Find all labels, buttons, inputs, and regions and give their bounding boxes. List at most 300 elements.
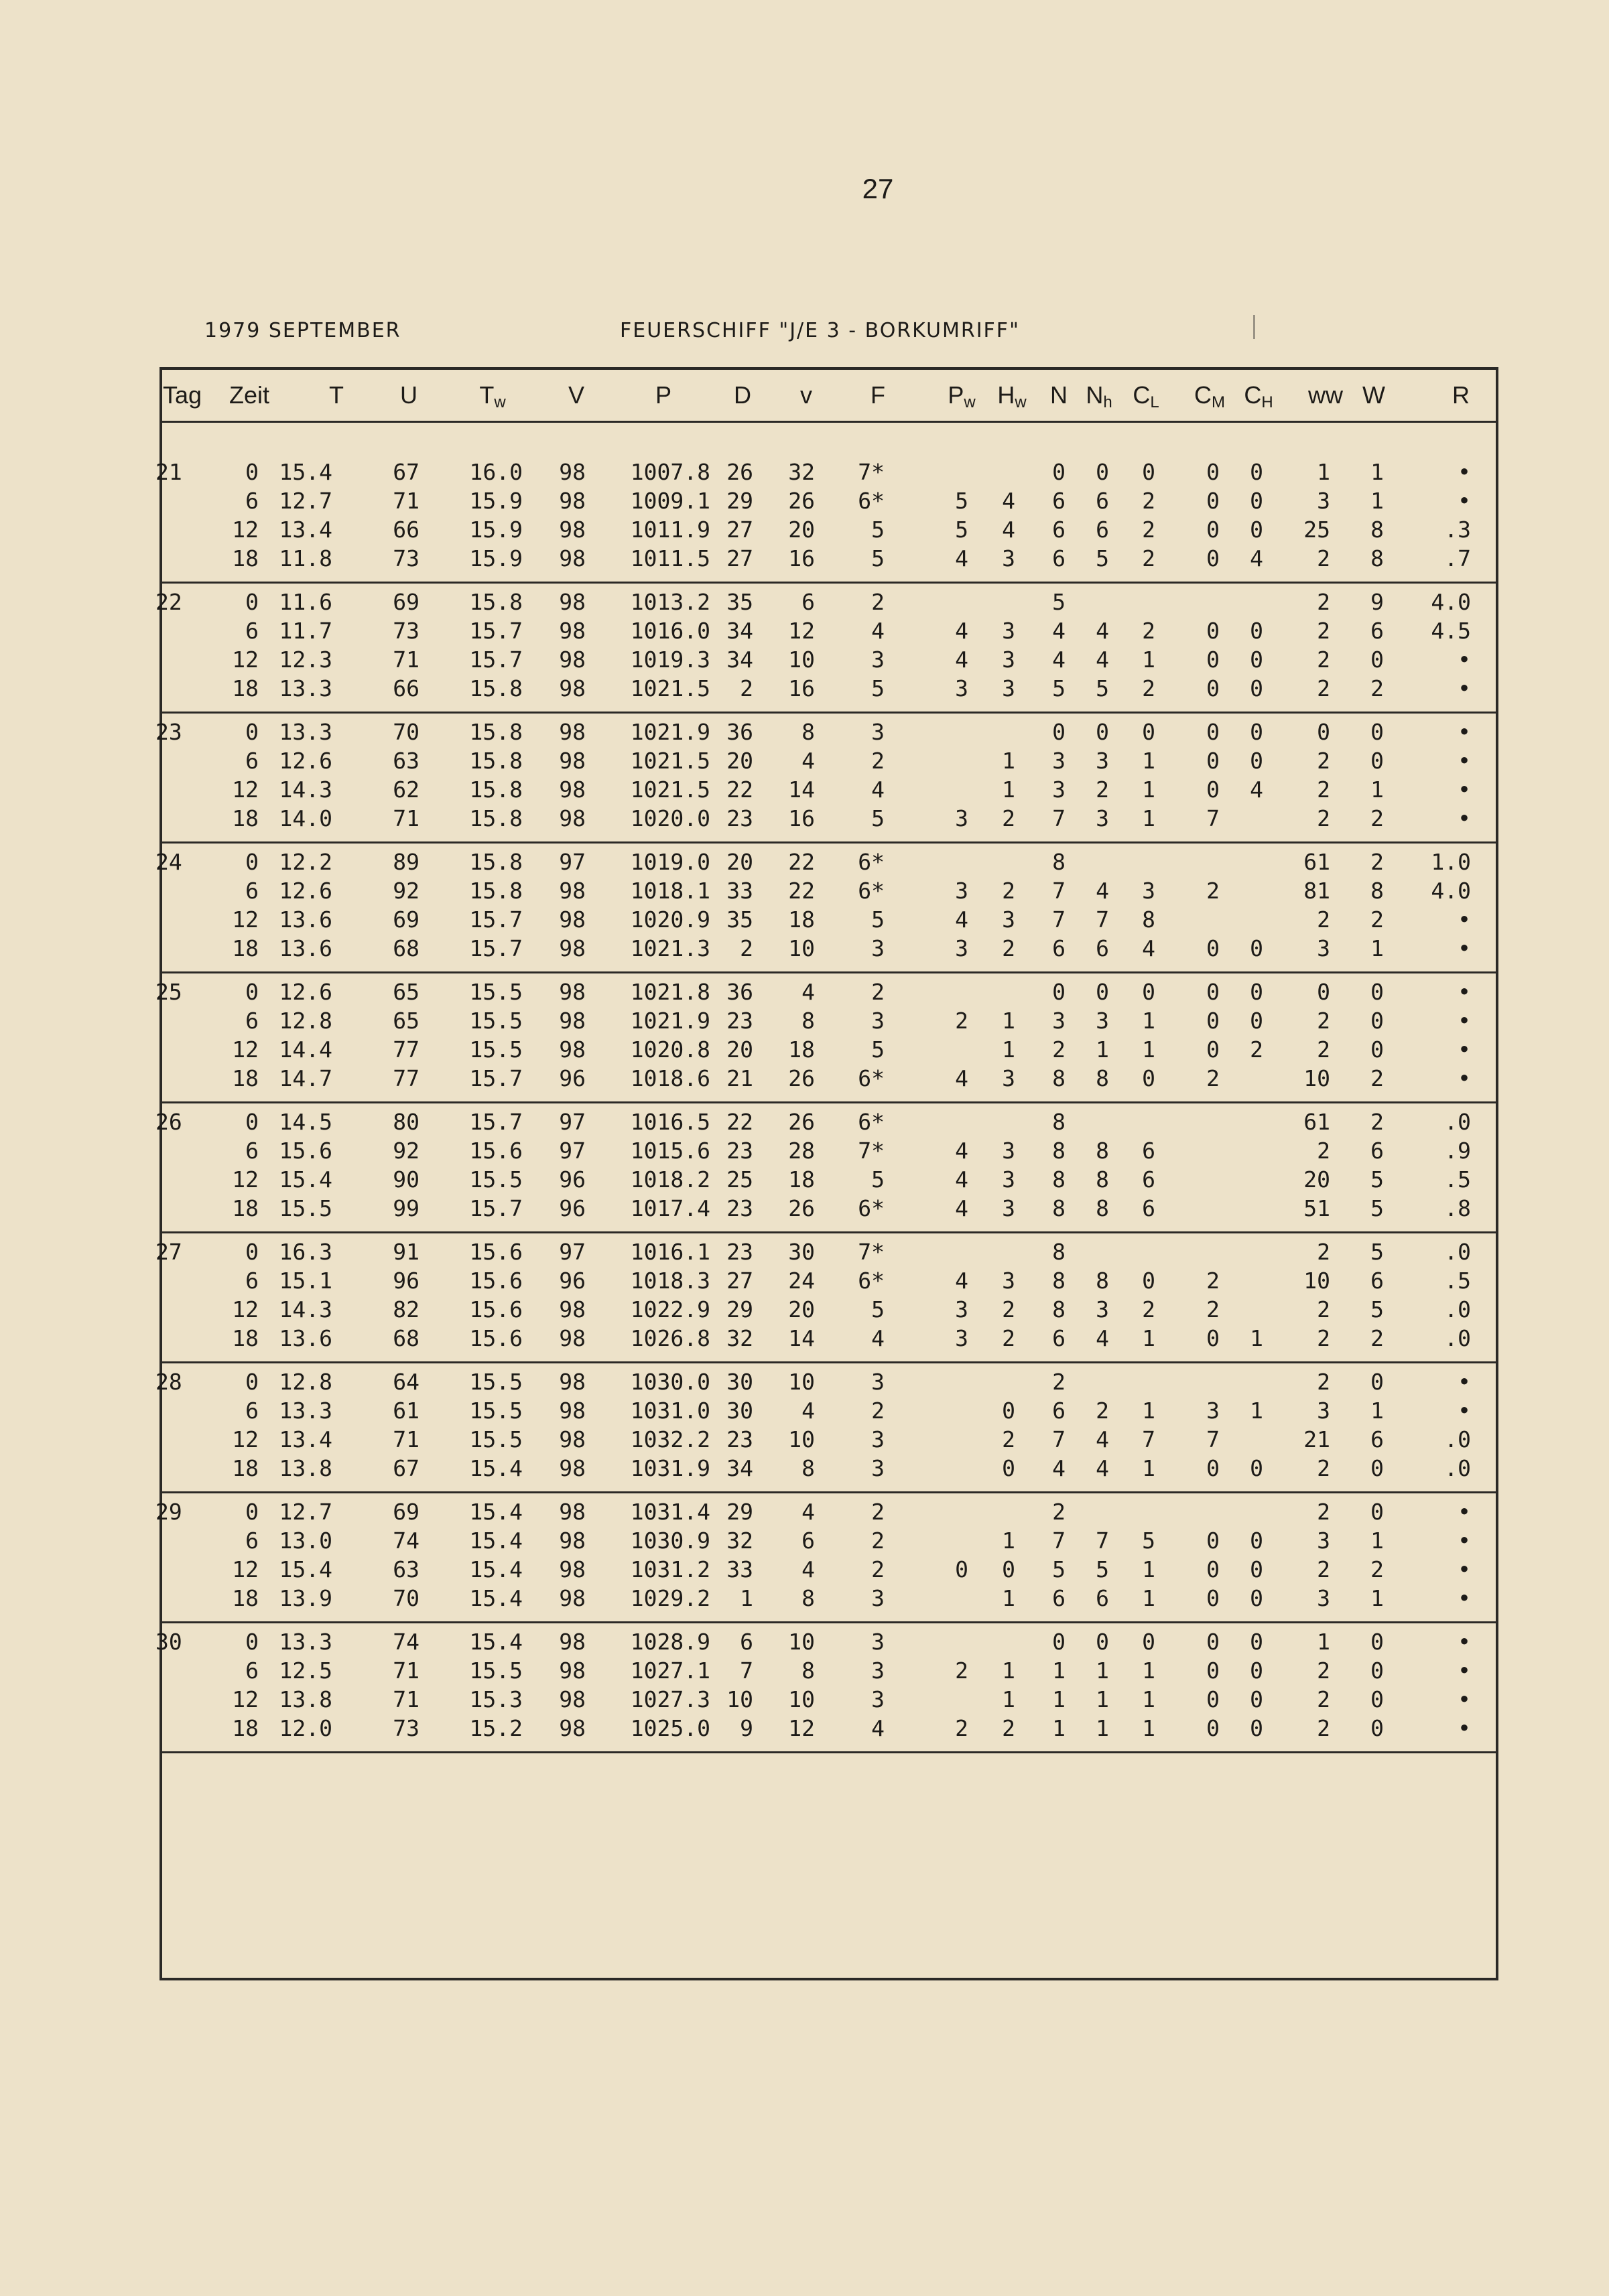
cell-nh: 4 <box>1096 1325 1109 1351</box>
cell-cl: 1 <box>1142 805 1155 831</box>
cell-nh: 6 <box>1096 517 1109 543</box>
cell-cl: 6 <box>1142 1166 1155 1193</box>
cell-u: 63 <box>393 748 420 774</box>
cell-cm: 0 <box>1206 1036 1220 1063</box>
cell-zeit: 0 <box>245 459 259 485</box>
cell-zeit: 18 <box>232 1455 259 1481</box>
cell-r: .0 <box>1444 1455 1471 1481</box>
cell-w: 2 <box>1370 1325 1384 1351</box>
cell-r: .0 <box>1444 1426 1471 1453</box>
cell-t: 12.2 <box>279 849 332 875</box>
cell-f: 5 <box>871 1166 885 1193</box>
cell-nh: 7 <box>1096 1528 1109 1554</box>
cell-tw: 15.6 <box>469 1138 523 1164</box>
cell-ch: 0 <box>1250 1715 1263 1741</box>
cell-w: 0 <box>1370 1455 1384 1481</box>
col-header-tag: Tag <box>162 381 202 409</box>
cell-r: • <box>1458 1658 1471 1684</box>
cell-f: 2 <box>871 589 885 615</box>
cell-n: 3 <box>1052 748 1066 774</box>
cell-u: 80 <box>393 1109 420 1135</box>
cell-t: 12.6 <box>279 748 332 774</box>
cell-t: 13.4 <box>279 1426 332 1453</box>
cell-ch: 0 <box>1250 1528 1263 1554</box>
cell-p: 1016.5 <box>630 1109 710 1135</box>
cell-cm: 7 <box>1206 805 1220 831</box>
cell-d: 27 <box>726 545 753 571</box>
cell-ww: 3 <box>1317 935 1330 961</box>
cell-u: 71 <box>393 647 420 673</box>
cell-n: 8 <box>1052 1268 1066 1294</box>
cell-p: 1031.4 <box>630 1499 710 1525</box>
cell-tw: 15.8 <box>469 748 523 774</box>
cell-zeit: 0 <box>245 1499 259 1525</box>
cell-n: 8 <box>1052 1239 1066 1265</box>
cell-d: 21 <box>726 1065 753 1091</box>
cell-cm: 0 <box>1206 1325 1220 1351</box>
cell-d: 23 <box>726 1426 753 1453</box>
cell-cl: 0 <box>1142 1629 1155 1655</box>
cell-n: 6 <box>1052 488 1066 514</box>
day-label: 30 <box>155 1629 182 1655</box>
cell-r: • <box>1458 1556 1471 1582</box>
cell-d: 29 <box>726 488 753 514</box>
cell-hw: 3 <box>1002 1195 1015 1221</box>
cell-u: 77 <box>393 1036 420 1063</box>
cell-u: 71 <box>393 1686 420 1712</box>
cell-v: 97 <box>559 1109 586 1135</box>
cell-d: 36 <box>726 719 753 745</box>
cell-cm: 0 <box>1206 545 1220 571</box>
cell-nh: 4 <box>1096 647 1109 673</box>
cell-tw: 15.4 <box>469 1556 523 1582</box>
group-divider <box>159 971 1498 973</box>
cell-zeit: 12 <box>232 1686 259 1712</box>
day-label: 25 <box>155 979 182 1005</box>
cell-p: 1029.2 <box>630 1585 710 1611</box>
cell-cm: 0 <box>1206 1528 1220 1554</box>
cell-nh: 3 <box>1096 1008 1109 1034</box>
cell-r: • <box>1458 647 1471 673</box>
cell-p: 1026.8 <box>630 1325 710 1351</box>
day-label: 27 <box>155 1239 182 1265</box>
cell-n: 7 <box>1052 878 1066 904</box>
cell-r: .0 <box>1444 1325 1471 1351</box>
cell-cl: 3 <box>1142 878 1155 904</box>
cell-u: 69 <box>393 1499 420 1525</box>
cell-pw: 4 <box>955 1195 968 1221</box>
cell-ww: 2 <box>1317 647 1330 673</box>
cell-d: 30 <box>726 1398 753 1424</box>
cell-zeit: 18 <box>232 1325 259 1351</box>
cell-u: 65 <box>393 979 420 1005</box>
cell-cl: 0 <box>1142 1268 1155 1294</box>
cell-p: 1013.2 <box>630 589 710 615</box>
cell-cl: 0 <box>1142 459 1155 485</box>
cell-n: 3 <box>1052 1008 1066 1034</box>
cell-u: 64 <box>393 1369 420 1395</box>
cell-tw: 15.6 <box>469 1239 523 1265</box>
col-header-u: U <box>400 381 417 409</box>
cell-r: • <box>1458 935 1471 961</box>
cell-u: 73 <box>393 1715 420 1741</box>
cell-d: 23 <box>726 805 753 831</box>
cell-hw: 0 <box>1002 1455 1015 1481</box>
cell-nh: 0 <box>1096 1629 1109 1655</box>
cell-n: 1 <box>1052 1715 1066 1741</box>
cell-n: 6 <box>1052 935 1066 961</box>
cell-ww: 51 <box>1303 1195 1330 1221</box>
cell-d: 34 <box>726 647 753 673</box>
group-divider <box>159 841 1498 843</box>
cell-tw: 15.7 <box>469 647 523 673</box>
cell-hw: 0 <box>1002 1398 1015 1424</box>
cell-f: 6* <box>858 1195 885 1221</box>
cell-r: • <box>1458 1585 1471 1611</box>
cell-r: 4.0 <box>1431 878 1471 904</box>
cell-ww: 2 <box>1317 618 1330 644</box>
cell-p: 1022.9 <box>630 1296 710 1323</box>
cell-p: 1021.8 <box>630 979 710 1005</box>
cell-pw: 4 <box>955 647 968 673</box>
cell-v: 4 <box>801 979 815 1005</box>
cell-f: 7* <box>858 1239 885 1265</box>
cell-p: 1019.3 <box>630 647 710 673</box>
cell-t: 11.8 <box>279 545 332 571</box>
cell-r: • <box>1458 1629 1471 1655</box>
cell-r: .0 <box>1444 1109 1471 1135</box>
cell-ch: 0 <box>1250 1455 1263 1481</box>
cell-u: 68 <box>393 1325 420 1351</box>
cell-d: 33 <box>726 878 753 904</box>
cell-cm: 0 <box>1206 459 1220 485</box>
cell-w: 6 <box>1370 618 1384 644</box>
cell-p: 1018.2 <box>630 1166 710 1193</box>
cell-v: 98 <box>559 1499 586 1525</box>
cell-v: 96 <box>559 1268 586 1294</box>
cell-v: 98 <box>559 459 586 485</box>
cell-v: 26 <box>788 1195 815 1221</box>
cell-v: 12 <box>788 618 815 644</box>
header-date: 1979 SEPTEMBER <box>204 319 401 342</box>
cell-hw: 1 <box>1002 1658 1015 1684</box>
header-station: FEUERSCHIFF "J/E 3 - BORKUMRIFF" <box>620 319 1020 342</box>
cell-nh: 8 <box>1096 1166 1109 1193</box>
cell-t: 14.0 <box>279 805 332 831</box>
cell-ch: 0 <box>1250 1658 1263 1684</box>
cell-hw: 4 <box>1002 517 1015 543</box>
cell-v: 98 <box>559 1629 586 1655</box>
cell-nh: 1 <box>1096 1036 1109 1063</box>
cell-cl: 2 <box>1142 618 1155 644</box>
cell-n: 5 <box>1052 589 1066 615</box>
cell-w: 1 <box>1370 459 1384 485</box>
cell-n: 2 <box>1052 1369 1066 1395</box>
cell-r: .0 <box>1444 1296 1471 1323</box>
cell-p: 1015.6 <box>630 1138 710 1164</box>
cell-pw: 4 <box>955 1065 968 1091</box>
cell-t: 13.8 <box>279 1455 332 1481</box>
col-header-f: F <box>871 381 885 409</box>
cell-w: 0 <box>1370 1686 1384 1712</box>
cell-w: 2 <box>1370 1556 1384 1582</box>
cell-u: 73 <box>393 545 420 571</box>
cell-tw: 15.8 <box>469 589 523 615</box>
cell-w: 0 <box>1370 1008 1384 1034</box>
col-header-n: N <box>1050 381 1068 409</box>
cell-pw: 4 <box>955 1138 968 1164</box>
cell-tw: 15.7 <box>469 906 523 933</box>
cell-v: 97 <box>559 1138 586 1164</box>
cell-zeit: 12 <box>232 1426 259 1453</box>
group-divider <box>159 1361 1498 1363</box>
cell-cm: 0 <box>1206 979 1220 1005</box>
cell-p: 1009.1 <box>630 488 710 514</box>
cell-cl: 2 <box>1142 517 1155 543</box>
cell-v: 14 <box>788 1325 815 1351</box>
cell-w: 0 <box>1370 719 1384 745</box>
cell-p: 1021.9 <box>630 1008 710 1034</box>
cell-ch: 0 <box>1250 935 1263 961</box>
cell-f: 7* <box>858 459 885 485</box>
cell-p: 1020.8 <box>630 1036 710 1063</box>
cell-t: 13.3 <box>279 1629 332 1655</box>
cell-zeit: 18 <box>232 1195 259 1221</box>
cell-ww: 2 <box>1317 1499 1330 1525</box>
cell-v: 98 <box>559 906 586 933</box>
cell-p: 1011.5 <box>630 545 710 571</box>
cell-p: 1017.4 <box>630 1195 710 1221</box>
cell-cl: 1 <box>1142 1398 1155 1424</box>
cell-w: 1 <box>1370 1528 1384 1554</box>
cell-v: 96 <box>559 1166 586 1193</box>
cell-zeit: 6 <box>245 488 259 514</box>
cell-v: 22 <box>788 849 815 875</box>
cell-tw: 15.6 <box>469 1325 523 1351</box>
cell-w: 1 <box>1370 1585 1384 1611</box>
cell-f: 7* <box>858 1138 885 1164</box>
cell-cl: 0 <box>1142 979 1155 1005</box>
cell-tw: 15.6 <box>469 1296 523 1323</box>
cell-d: 1 <box>740 1585 753 1611</box>
cell-p: 1031.2 <box>630 1556 710 1582</box>
cell-tw: 15.5 <box>469 1426 523 1453</box>
cell-p: 1011.9 <box>630 517 710 543</box>
day-label: 22 <box>155 589 182 615</box>
cell-nh: 2 <box>1096 1398 1109 1424</box>
cell-d: 10 <box>726 1686 753 1712</box>
cell-u: 61 <box>393 1398 420 1424</box>
cell-n: 0 <box>1052 459 1066 485</box>
cell-hw: 3 <box>1002 906 1015 933</box>
cell-nh: 1 <box>1096 1715 1109 1741</box>
cell-n: 6 <box>1052 1325 1066 1351</box>
cell-w: 2 <box>1370 675 1384 701</box>
col-header-w: W <box>1362 381 1385 409</box>
cell-ch: 1 <box>1250 1398 1263 1424</box>
cell-hw: 2 <box>1002 1715 1015 1741</box>
cell-zeit: 6 <box>245 1398 259 1424</box>
cell-f: 3 <box>871 935 885 961</box>
cell-ww: 3 <box>1317 1398 1330 1424</box>
cell-f: 3 <box>871 1686 885 1712</box>
cell-ww: 0 <box>1317 979 1330 1005</box>
cell-p: 1031.0 <box>630 1398 710 1424</box>
cell-t: 13.3 <box>279 675 332 701</box>
cell-hw: 1 <box>1002 776 1015 803</box>
cell-r: • <box>1458 748 1471 774</box>
col-header-hw: $H_w$ <box>997 381 1027 411</box>
cell-u: 63 <box>393 1556 420 1582</box>
cell-v: 98 <box>559 1008 586 1034</box>
cell-cl: 1 <box>1142 1658 1155 1684</box>
cell-f: 6* <box>858 849 885 875</box>
cell-n: 6 <box>1052 1398 1066 1424</box>
cell-p: 1021.5 <box>630 748 710 774</box>
cell-v: 98 <box>559 675 586 701</box>
cell-t: 15.6 <box>279 1138 332 1164</box>
cell-n: 6 <box>1052 1585 1066 1611</box>
cell-d: 26 <box>726 459 753 485</box>
cell-r: • <box>1458 675 1471 701</box>
cell-f: 2 <box>871 1398 885 1424</box>
cell-ch: 0 <box>1250 488 1263 514</box>
cell-r: • <box>1458 1065 1471 1091</box>
cell-ww: 2 <box>1317 675 1330 701</box>
cell-f: 4 <box>871 776 885 803</box>
cell-tw: 15.5 <box>469 1036 523 1063</box>
cell-ch: 0 <box>1250 719 1263 745</box>
cell-d: 34 <box>726 1455 753 1481</box>
group-divider <box>159 1491 1498 1493</box>
cell-n: 4 <box>1052 618 1066 644</box>
cell-hw: 1 <box>1002 748 1015 774</box>
cell-zeit: 12 <box>232 1556 259 1582</box>
cell-tw: 15.4 <box>469 1455 523 1481</box>
cell-ww: 2 <box>1317 1715 1330 1741</box>
cell-pw: 4 <box>955 906 968 933</box>
cell-zeit: 0 <box>245 849 259 875</box>
cell-t: 15.4 <box>279 459 332 485</box>
cell-hw: 3 <box>1002 1166 1015 1193</box>
cell-t: 12.6 <box>279 878 332 904</box>
cell-cl: 4 <box>1142 935 1155 961</box>
cell-ch: 0 <box>1250 748 1263 774</box>
cell-n: 7 <box>1052 906 1066 933</box>
cell-cl: 2 <box>1142 1296 1155 1323</box>
cell-n: 0 <box>1052 979 1066 1005</box>
cell-v: 96 <box>559 1195 586 1221</box>
col-header-pw: $P_w$ <box>948 381 976 411</box>
cell-pw: 2 <box>955 1715 968 1741</box>
cell-cl: 1 <box>1142 1325 1155 1351</box>
cell-u: 70 <box>393 719 420 745</box>
cell-pw: 2 <box>955 1658 968 1684</box>
cell-pw: 3 <box>955 1296 968 1323</box>
cell-hw: 2 <box>1002 805 1015 831</box>
cell-t: 14.3 <box>279 776 332 803</box>
cell-tw: 15.4 <box>469 1585 523 1611</box>
cell-hw: 2 <box>1002 1426 1015 1453</box>
cell-d: 23 <box>726 1239 753 1265</box>
cell-cl: 1 <box>1142 748 1155 774</box>
cell-v: 10 <box>788 1369 815 1395</box>
cell-w: 0 <box>1370 647 1384 673</box>
cell-pw: 4 <box>955 1166 968 1193</box>
cell-cl: 1 <box>1142 1455 1155 1481</box>
cell-f: 5 <box>871 906 885 933</box>
cell-w: 5 <box>1370 1239 1384 1265</box>
cell-u: 74 <box>393 1629 420 1655</box>
cell-r: • <box>1458 1036 1471 1063</box>
cell-zeit: 18 <box>232 675 259 701</box>
cell-v: 10 <box>788 647 815 673</box>
cell-cl: 2 <box>1142 675 1155 701</box>
cell-v: 8 <box>801 719 815 745</box>
cell-r: • <box>1458 1398 1471 1424</box>
cell-w: 0 <box>1370 1036 1384 1063</box>
cell-zeit: 12 <box>232 1296 259 1323</box>
cell-r: 4.5 <box>1431 618 1471 644</box>
cell-p: 1031.9 <box>630 1455 710 1481</box>
cell-n: 8 <box>1052 1065 1066 1091</box>
cell-ww: 81 <box>1303 878 1330 904</box>
day-label: 24 <box>155 849 182 875</box>
cell-t: 15.1 <box>279 1268 332 1294</box>
cell-f: 2 <box>871 979 885 1005</box>
cell-v: 4 <box>801 748 815 774</box>
day-label: 23 <box>155 719 182 745</box>
cell-ww: 2 <box>1317 1686 1330 1712</box>
cell-f: 2 <box>871 1528 885 1554</box>
cell-pw: 3 <box>955 805 968 831</box>
cell-zeit: 0 <box>245 719 259 745</box>
cell-hw: 3 <box>1002 675 1015 701</box>
cell-f: 2 <box>871 1556 885 1582</box>
cell-nh: 6 <box>1096 1585 1109 1611</box>
cell-f: 5 <box>871 805 885 831</box>
cell-tw: 15.5 <box>469 1369 523 1395</box>
cell-t: 14.4 <box>279 1036 332 1063</box>
cell-p: 1018.1 <box>630 878 710 904</box>
cell-f: 3 <box>871 1008 885 1034</box>
cell-zeit: 6 <box>245 1008 259 1034</box>
cell-ww: 2 <box>1317 1556 1330 1582</box>
cell-ww: 2 <box>1317 1369 1330 1395</box>
cell-w: 1 <box>1370 776 1384 803</box>
cell-nh: 3 <box>1096 1296 1109 1323</box>
cell-zeit: 6 <box>245 1138 259 1164</box>
cell-n: 7 <box>1052 1528 1066 1554</box>
cell-n: 8 <box>1052 1296 1066 1323</box>
cell-v: 98 <box>559 805 586 831</box>
cell-f: 2 <box>871 748 885 774</box>
cell-cm: 2 <box>1206 1296 1220 1323</box>
cell-v: 20 <box>788 1296 815 1323</box>
cell-d: 34 <box>726 618 753 644</box>
cell-pw: 5 <box>955 517 968 543</box>
cell-ww: 21 <box>1303 1426 1330 1453</box>
cell-f: 3 <box>871 1585 885 1611</box>
cell-pw: 3 <box>955 675 968 701</box>
cell-ch: 2 <box>1250 1036 1263 1063</box>
cell-r: • <box>1458 1686 1471 1712</box>
cell-n: 1 <box>1052 1686 1066 1712</box>
day-label: 21 <box>155 459 182 485</box>
cell-p: 1025.0 <box>630 1715 710 1741</box>
cell-v: 98 <box>559 748 586 774</box>
cell-w: 0 <box>1370 1658 1384 1684</box>
